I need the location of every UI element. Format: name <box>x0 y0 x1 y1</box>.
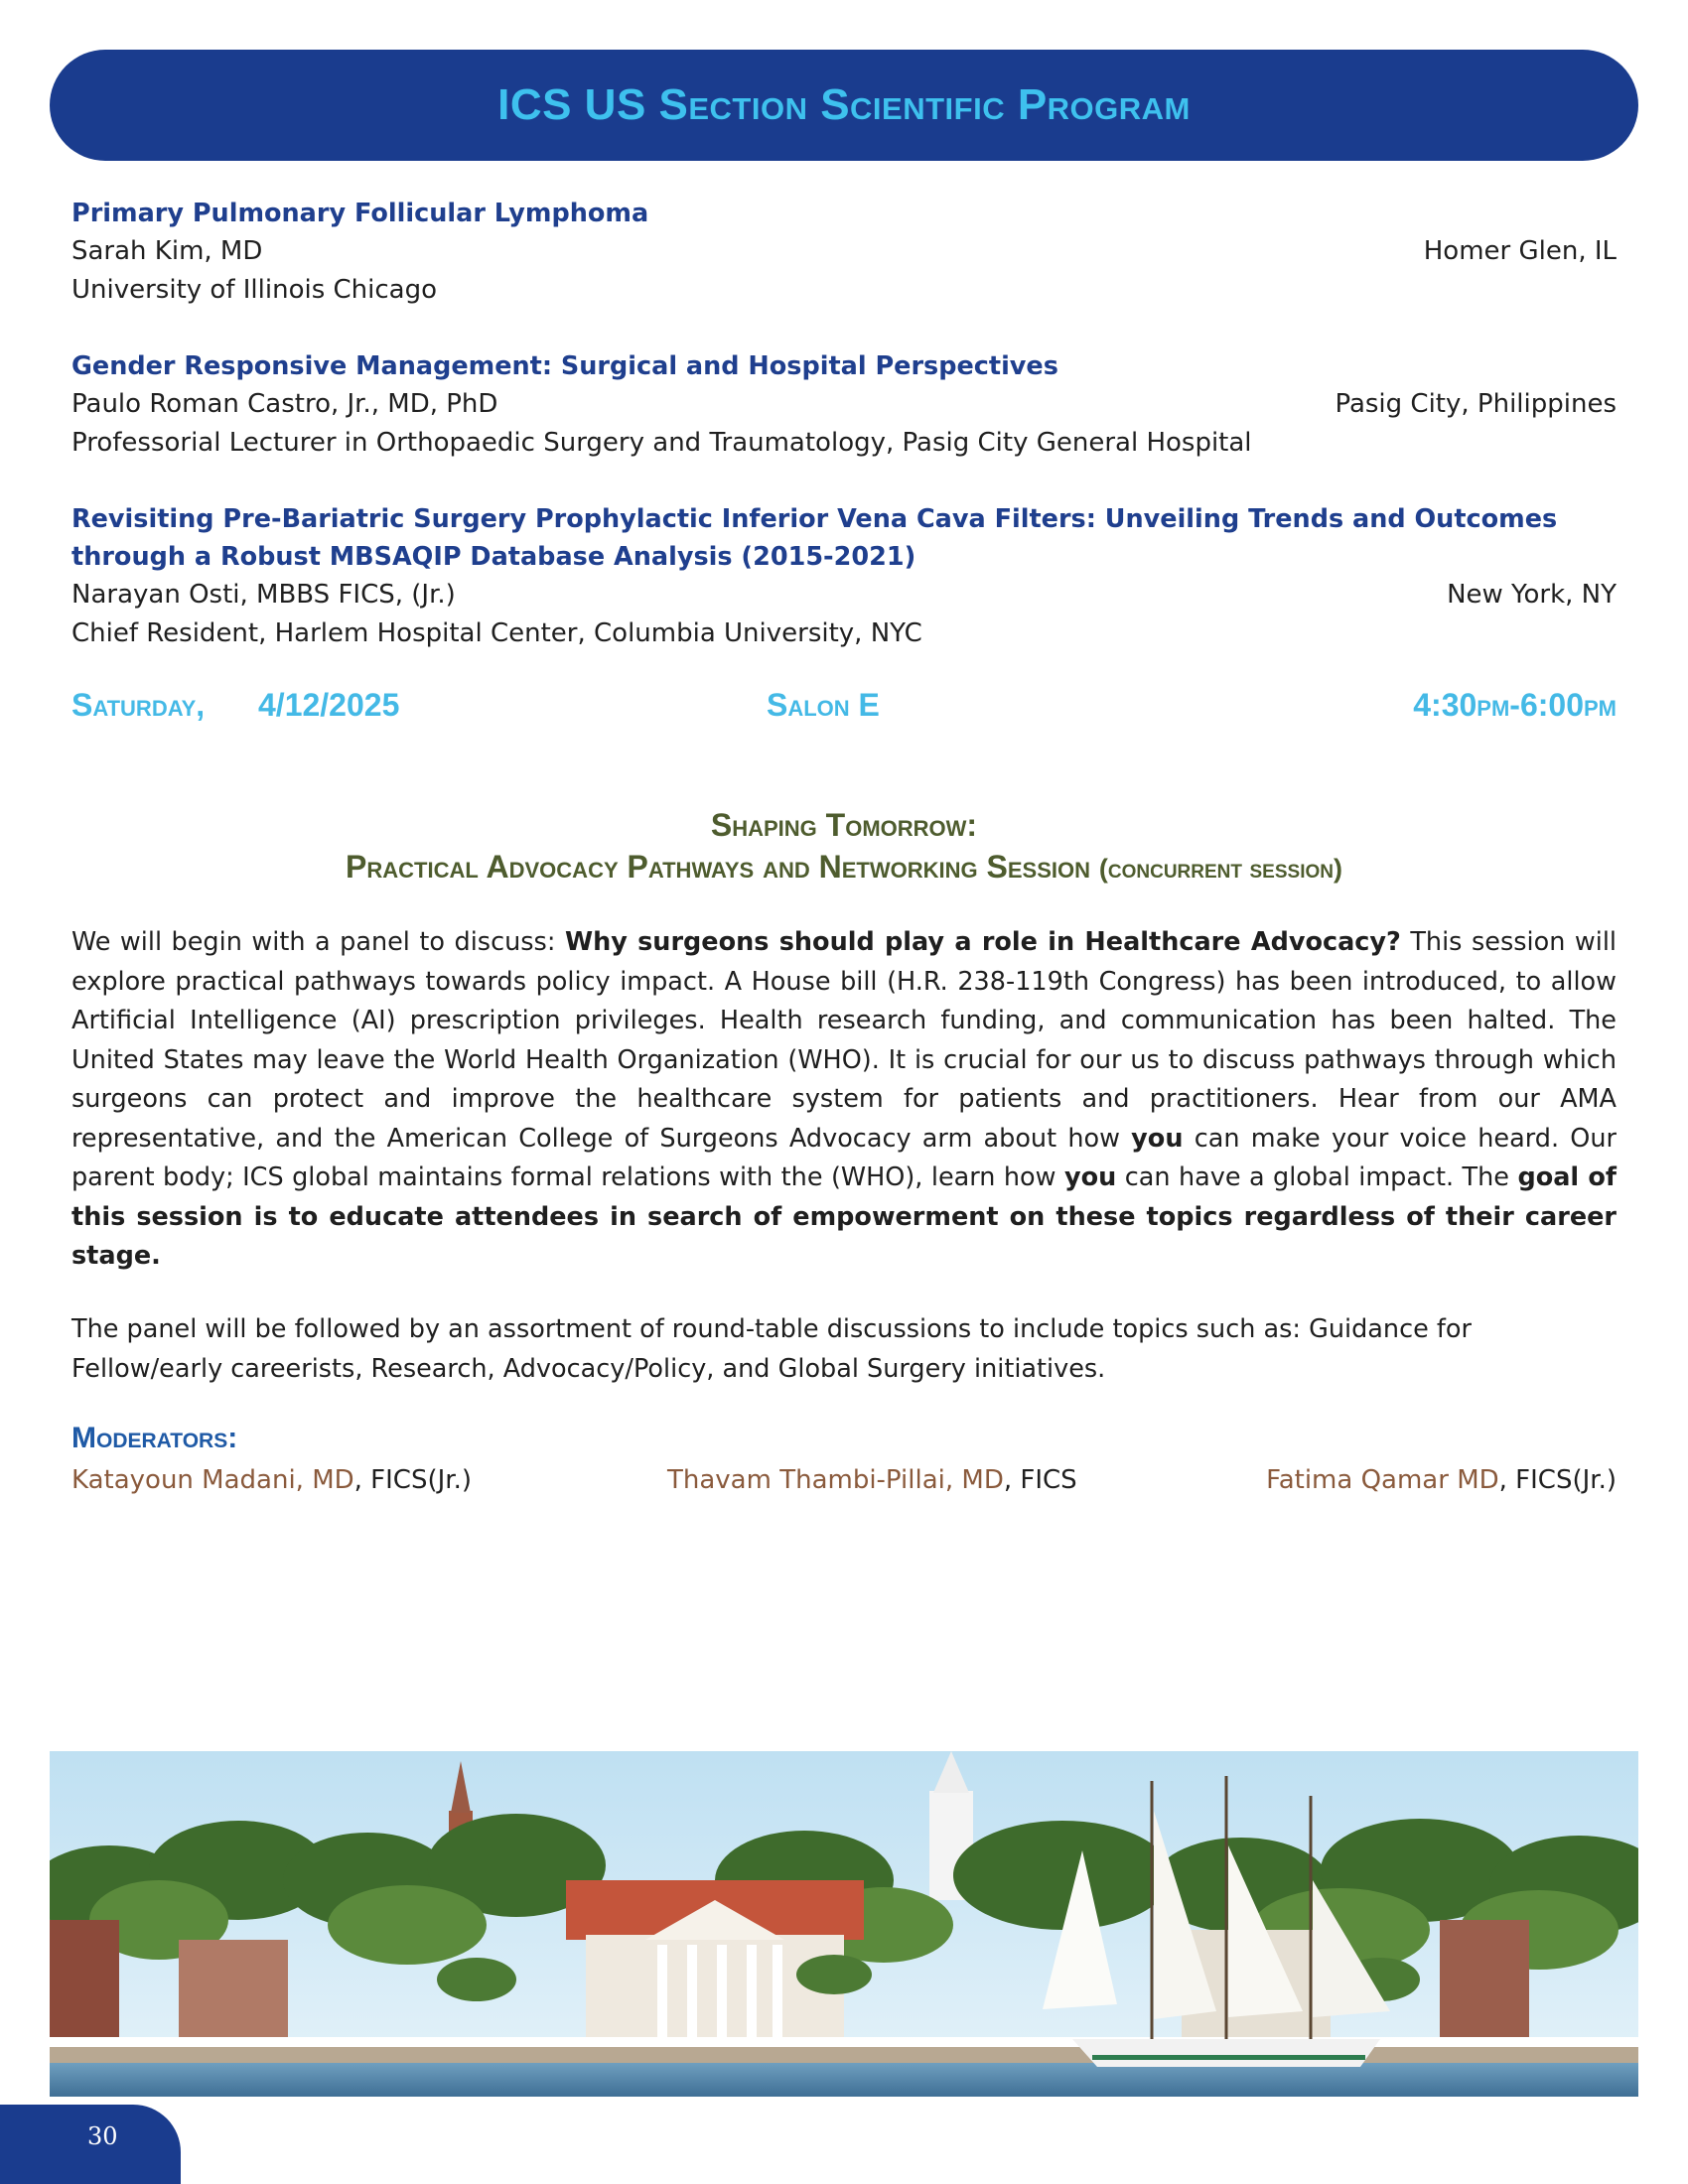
description-emphasis: you <box>1063 1162 1117 1192</box>
description-question: Why surgeons should play a role in Healthcare Advocacy? <box>564 927 1401 957</box>
session-day: Saturday, <box>71 687 206 723</box>
session-heading-suffix: (concurrent session) <box>1098 854 1342 884</box>
moderator-item <box>667 1465 1077 1495</box>
session-heading-line2 <box>71 846 1617 889</box>
talk-presenter: Narayan Osti, MBBS FICS, (Jr.) <box>71 580 456 610</box>
talk-entry <box>71 195 1617 310</box>
description-goal: goal of this session is to educate attendees in search of empowerment on these topics regardless of their career stage. <box>71 1162 1617 1271</box>
talk-affiliation: Chief Resident, Harlem Hospital Center, Columbia University, NYC <box>71 618 922 648</box>
description-text: can make your voice heard. Our parent body; ICS global maintains formal relations with the (WHO), learn how <box>71 1123 1617 1192</box>
session-time: 4:30pm-6:00pm <box>1413 687 1617 723</box>
session-heading <box>71 804 1617 889</box>
talk-list <box>71 195 1617 691</box>
talk-presenter: Sarah Kim, MD <box>71 236 263 266</box>
session-room: Salon E <box>767 687 880 723</box>
talk-presenter-row <box>71 385 1617 424</box>
moderator-name: Fatima Qamar MD <box>1266 1465 1499 1495</box>
moderator-suffix: , FICS(Jr.) <box>1498 1465 1617 1495</box>
session-description-followup: The panel will be followed by an assortment of round-table discussions to include topics such as: Guidance for Fellow/early careerists, Research, Advocacy/Policy, and Global Surgery initiatives. <box>71 1314 1472 1384</box>
moderators-label: Moderators: <box>71 1422 238 1454</box>
header-banner <box>50 50 1638 161</box>
talk-presenter-row <box>71 232 1617 271</box>
moderator-item <box>71 1465 472 1495</box>
talk-location: New York, NY <box>1447 580 1617 610</box>
session-heading-line1: Shaping Tomorrow: <box>710 807 978 843</box>
moderator-name: Thavam Thambi-Pillai, MD <box>667 1465 1004 1495</box>
moderator-suffix: , FICS(Jr.) <box>353 1465 472 1495</box>
talk-title: Revisiting Pre-Bariatric Surgery Prophylactic Inferior Vena Cava Filters: Unveiling Trends and Outcomes through a Robust MBSAQIP Database Analysis (2015-2021) <box>71 504 1558 572</box>
description-text: This session will explore practical pathways towards policy impact. A House bill (H.R. 238-119th Congress) has been introduced, to allow Artificial Intelligence (AI) prescription privileges. Health research funding, and communication has been halted. The United States may leave the World Health Organization (WHO). It is crucial for our us to discuss pathways through which surgeons can protect and improve the healthcare system for patients and practitioners. Hear from our AMA representative, and the American College of Surgeons Advocacy arm about how <box>71 927 1617 1154</box>
harbor-photo <box>50 1751 1638 2097</box>
moderator-item <box>1266 1465 1617 1495</box>
page-title: ICS US Section Scientific Program <box>497 80 1191 129</box>
talk-title: Primary Pulmonary Follicular Lymphoma <box>71 199 649 228</box>
description-text: We will begin with a panel to discuss: <box>71 927 565 957</box>
page-number: 30 <box>87 2122 118 2150</box>
talk-entry <box>71 500 1617 653</box>
description-emphasis: you <box>1131 1123 1184 1154</box>
talk-affiliation: University of Illinois Chicago <box>71 275 437 305</box>
session-heading-main: Practical Advocacy Pathways and Networking Session <box>346 849 1091 885</box>
talk-location: Homer Glen, IL <box>1423 236 1617 266</box>
moderator-list <box>71 1465 1617 1505</box>
session-info-bar <box>71 687 1617 733</box>
talk-entry <box>71 347 1617 463</box>
talk-affiliation: Professorial Lecturer in Orthopaedic Surgery and Traumatology, Pasig City General Hospital <box>71 428 1252 458</box>
talk-presenter-row <box>71 576 1617 614</box>
harbor-photo-illustration <box>50 1751 1638 2097</box>
description-text: can have a global impact. The <box>1116 1162 1518 1192</box>
moderator-suffix: , FICS <box>1003 1465 1077 1495</box>
talk-presenter: Paulo Roman Castro, Jr., MD, PhD <box>71 389 498 419</box>
talk-title: Gender Responsive Management: Surgical and Hospital Perspectives <box>71 351 1058 381</box>
session-date: 4/12/2025 <box>258 687 400 723</box>
moderator-name: Katayoun Madani, MD <box>71 1465 354 1495</box>
session-description <box>71 923 1617 1277</box>
talk-location: Pasig City, Philippines <box>1335 389 1617 419</box>
